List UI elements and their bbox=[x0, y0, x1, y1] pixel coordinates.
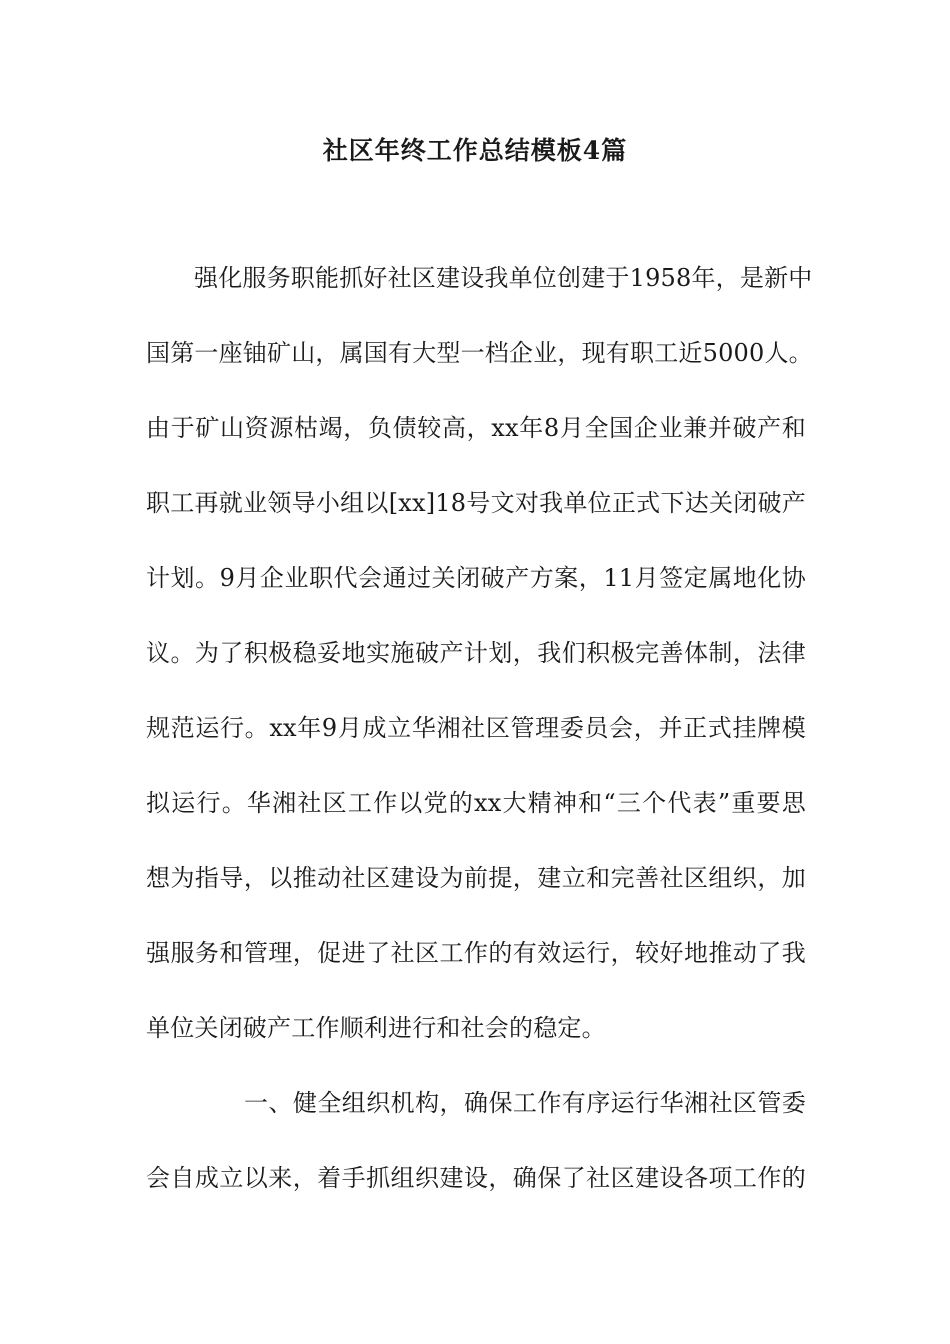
paragraph-1-line-3: 由于矿山资源枯竭，负债较高，xx年8月全国企业兼并破产和 bbox=[146, 414, 806, 442]
paragraph-1-line-7: 规范运行。xx年9月成立华湘社区管理委员会，并正式挂牌模 bbox=[146, 714, 806, 742]
paragraph-1-line-6: 议。为了积极稳妥地实施破产计划，我们积极完善体制，法律 bbox=[146, 639, 806, 667]
paragraph-1-line-9: 想为指导，以推动社区建设为前提，建立和完善社区组织，加 bbox=[146, 864, 806, 892]
paragraph-1-line-1: 强化服务职能抓好社区建设我单位创建于1958年，是新中 bbox=[194, 264, 813, 292]
paragraph-1-line-8: 拟运行。华湘社区工作以党的xx大精神和“三个代表”重要思 bbox=[146, 789, 806, 817]
paragraph-2-line-2: 会自成立以来，着手抓组织建设，确保了社区建设各项工作的 bbox=[146, 1164, 806, 1192]
document-title: 社区年终工作总结模板4篇 bbox=[322, 136, 628, 165]
paragraph-1-line-2: 国第一座铀矿山，属国有大型一档企业，现有职工近5000人。 bbox=[146, 339, 813, 367]
paragraph-1-line-11: 单位关闭破产工作顺利进行和社会的稳定。 bbox=[146, 1014, 606, 1042]
paragraph-2-line-1: 一、健全组织机构，确保工作有序运行华湘社区管委 bbox=[244, 1089, 806, 1117]
paragraph-1-line-4: 职工再就业领导小组以[xx]18号文对我单位正式下达关闭破产 bbox=[146, 489, 806, 517]
paragraph-1-line-5: 计划。9月企业职代会通过关闭破产方案，11月签定属地化协 bbox=[146, 564, 806, 592]
paragraph-1-line-10: 强服务和管理，促进了社区工作的有效运行，较好地推动了我 bbox=[146, 939, 806, 967]
